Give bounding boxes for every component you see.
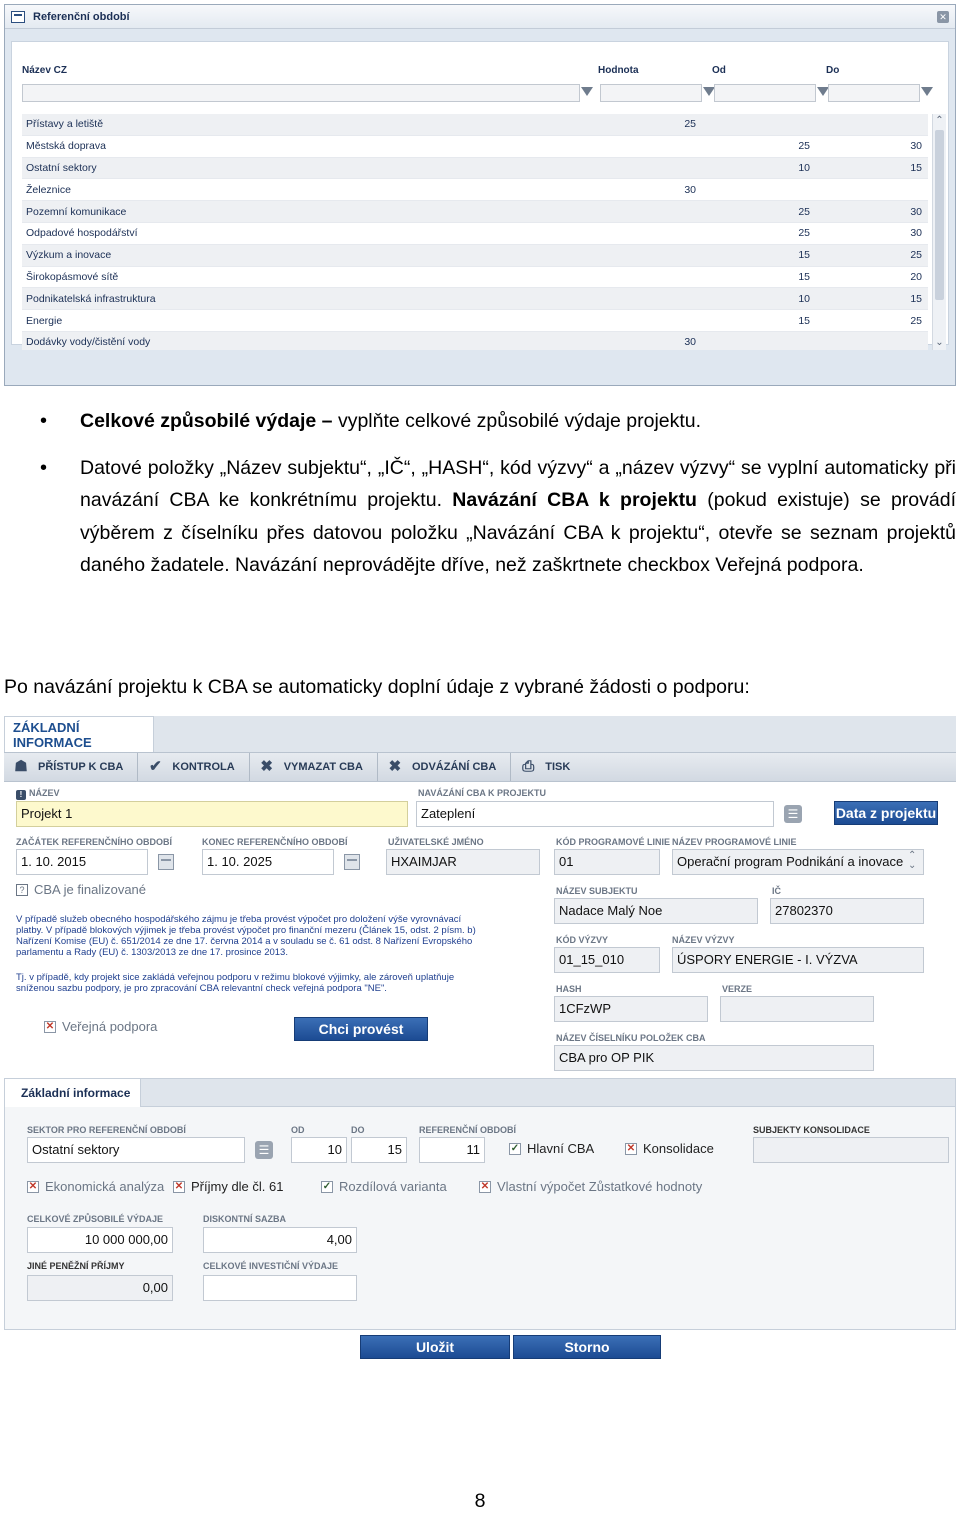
cross-icon: ✕ xyxy=(480,1180,490,1192)
call-code-field: 01_15_010 xyxy=(554,947,660,973)
reference-period-popup xyxy=(4,4,956,386)
checkbox-label: Příjmy dle čl. 61 xyxy=(191,1179,284,1194)
tab-basic-info[interactable]: ZÁKLADNÍ INFORMACE xyxy=(4,716,154,752)
bullet-text: vyplňte celkové způsobilé výdaje projektu. xyxy=(332,410,702,432)
table-cell: Podnikatelská infrastruktura xyxy=(26,292,156,305)
grid-body xyxy=(22,114,928,350)
table-cell: 15 xyxy=(910,292,922,305)
chevron-updown-icon[interactable]: ⌃ ⌄ xyxy=(908,850,917,871)
cross-icon: ✕ xyxy=(174,1180,184,1192)
table-row[interactable] xyxy=(22,136,928,158)
sector-label: SEKTOR PRO REFERENČNÍ OBDOBÍ xyxy=(27,1125,186,1135)
toolbar xyxy=(4,752,956,782)
button-label: ODVÁZÁNÍ CBA xyxy=(411,761,497,773)
table-row[interactable] xyxy=(22,288,928,310)
info-text-1: V případě služeb obecného hospodářského zájmu je třeba provést výpočet pro doložení výše vyrovnávací platby. V případě blokových výjimek je třeba provést výpočet pro finanční mezeru (Článek 15, odst. 2 písm. b) Nařízení Komise (EU) č. 651/2014 ze dne 17. června 2014 a v souladu se č. 61 odst. 8 Nařízení Evropského parlamentu a Rady (EU) č. 1303/2013 ze dne 17. prosince 2013. xyxy=(16,914,476,958)
discount-rate-label: DISKONTNÍ SAZBA xyxy=(203,1214,286,1224)
table-cell: Odpadové hospodářství xyxy=(26,227,138,240)
window-icon xyxy=(11,11,25,23)
table-row[interactable] xyxy=(22,310,928,332)
cross-icon: ✖ xyxy=(260,758,273,775)
discount-rate-field[interactable]: 4,00 xyxy=(203,1227,357,1253)
filter-icon[interactable] xyxy=(921,87,933,96)
total-costs-label: CELKOVÉ ZPŮSOBILÉ VÝDAJE xyxy=(27,1214,164,1224)
checkbox-label: Konsolidace xyxy=(643,1141,714,1156)
table-cell: 15 xyxy=(798,314,810,327)
scroll-up-icon[interactable]: ⌃ xyxy=(935,115,944,126)
cross-icon: ✕ xyxy=(626,1142,636,1154)
investment-costs-field[interactable] xyxy=(203,1275,357,1301)
calendar-icon[interactable] xyxy=(158,854,174,870)
end-date-field[interactable]: 1. 10. 2025 xyxy=(202,849,334,875)
residual-value-checkbox[interactable] xyxy=(479,1179,702,1194)
table-cell: 25 xyxy=(798,140,810,153)
table-cell: Širokopásmové sítě xyxy=(26,270,119,283)
username-label: UŽIVATELSKÉ JMÉNO xyxy=(388,837,484,847)
to-field[interactable]: 15 xyxy=(351,1137,407,1163)
table-row[interactable] xyxy=(22,158,928,180)
bullet-data-items xyxy=(0,452,960,582)
checkmark-icon: ✓ xyxy=(510,1142,520,1154)
save-button[interactable]: Uložit xyxy=(360,1335,510,1359)
table-cell: Výzkum a inovace xyxy=(26,249,112,262)
table-cell: Energie xyxy=(26,314,63,327)
table-row[interactable] xyxy=(22,179,928,201)
grid-header xyxy=(22,62,942,78)
bullet-total-costs xyxy=(0,405,960,438)
tab-basic-information[interactable]: Základní informace xyxy=(5,1079,141,1107)
differential-variant-checkbox[interactable] xyxy=(321,1179,447,1194)
hint-text: CBA je finalizované xyxy=(34,882,147,897)
button-label: TISK xyxy=(545,761,571,773)
request-change-button[interactable]: Chci provést změnu xyxy=(294,1017,428,1041)
username-field: HXAIMJAR xyxy=(386,849,540,875)
bullet-text: Datové položky „Název subjektu“, „IČ“, „HASH“, kód výzvy“ a „název výzvy“ se vyplní automaticky při navázání CBA ke konkrétnímu projektu. xyxy=(80,456,956,511)
filter-icon[interactable] xyxy=(581,87,593,96)
checkbox-label: Hlavní CBA xyxy=(527,1141,595,1156)
table-cell: 30 xyxy=(910,205,922,218)
grid-filters xyxy=(22,82,942,104)
users-icon: ☗ xyxy=(14,758,28,775)
table-row[interactable] xyxy=(22,223,928,245)
cross-icon: ✕ xyxy=(28,1180,38,1192)
economic-analysis-checkbox[interactable] xyxy=(27,1179,164,1194)
button-label: VYMAZAT CBA xyxy=(283,761,363,773)
popup-titlebar xyxy=(5,5,955,29)
line-code-field: 01 xyxy=(554,849,660,875)
subtab-bar xyxy=(5,1079,955,1107)
table-cell: 30 xyxy=(684,183,696,196)
start-label: ZAČÁTEK REFERENČNÍHO OBDOBÍ xyxy=(16,837,173,847)
bullet-list xyxy=(0,405,960,596)
checkbox-label: Rozdílová varianta xyxy=(339,1179,447,1194)
table-row[interactable] xyxy=(22,267,928,289)
checkmark-icon: ✓ xyxy=(322,1180,332,1192)
table-row[interactable] xyxy=(22,114,928,136)
scroll-thumb[interactable] xyxy=(935,130,944,300)
ic-label: IČ xyxy=(772,886,781,896)
data-from-project-button[interactable]: Data z projektu xyxy=(834,801,938,825)
hash-label: HASH xyxy=(556,984,582,994)
basic-info-panel xyxy=(4,1078,956,1330)
version-field xyxy=(720,996,874,1022)
bullet-bold: Navázání CBA k projektu xyxy=(452,489,697,511)
checkbox-label: Ekonomická analýza xyxy=(45,1179,165,1194)
filter-name-input[interactable] xyxy=(22,84,580,102)
table-row[interactable] xyxy=(22,245,928,267)
filter-from-input[interactable] xyxy=(714,84,816,102)
line-name-select[interactable]: Operační program Podnikání a inovace xyxy=(672,849,924,875)
delete-cba-button[interactable] xyxy=(250,753,378,781)
ref-period-field[interactable]: 11 xyxy=(419,1137,485,1163)
line-name-label: NÁZEV PROGRAMOVÉ LINIE xyxy=(672,837,797,847)
to-label: DO xyxy=(351,1125,365,1135)
hash-field: 1CFzWP xyxy=(554,996,708,1022)
codelist-field: CBA pro OP PIK xyxy=(554,1045,874,1071)
table-cell: Přístavy a letiště xyxy=(26,118,104,131)
ref-period-label: REFERENČNÍ OBDOBÍ xyxy=(419,1125,517,1135)
column-from[interactable]: Od xyxy=(712,64,726,76)
table-cell: 30 xyxy=(910,227,922,240)
list-icon[interactable]: ☰ xyxy=(784,805,802,823)
start-date-field[interactable]: 1. 10. 2015 xyxy=(16,849,148,875)
call-name-field: ÚSPORY ENERGIE - I. VÝZVA xyxy=(672,947,924,973)
printer-icon: ⎙ xyxy=(522,758,535,775)
main-cba-checkbox[interactable] xyxy=(509,1141,594,1156)
checkbox-label: Veřejná podpora xyxy=(62,1019,158,1034)
paragraph: Po navázání projektu k CBA se automaticky doplní údaje z vybrané žádosti o podporu: xyxy=(4,676,750,698)
grid-scrollbar[interactable] xyxy=(932,114,946,350)
unlink-cba-button[interactable] xyxy=(378,753,511,781)
investment-costs-label: CELKOVÉ INVESTIČNÍ VÝDAJE xyxy=(203,1261,339,1271)
table-cell: Dodávky vody/čistění vody xyxy=(26,336,151,349)
name-label xyxy=(16,788,60,800)
table-cell: 15 xyxy=(798,249,810,262)
print-button[interactable] xyxy=(511,753,584,781)
other-income-field: 0,00 xyxy=(27,1275,173,1301)
column-to[interactable]: Do xyxy=(826,64,840,76)
call-name-label: NÁZEV VÝZVY xyxy=(672,935,735,945)
table-cell: 10 xyxy=(798,292,810,305)
table-cell: 25 xyxy=(684,118,696,131)
cross-icon: ✖ xyxy=(388,758,402,775)
access-cba-button[interactable] xyxy=(4,753,138,781)
consolidation-checkbox[interactable] xyxy=(625,1141,714,1156)
reference-grid xyxy=(22,62,944,349)
table-row[interactable] xyxy=(22,332,928,350)
subject-name-field: Nadace Malý Noe xyxy=(554,898,758,924)
end-label: KONEC REFERENČNÍHO OBDOBÍ xyxy=(202,837,348,847)
checkmark-icon: ✔ xyxy=(149,758,162,775)
bullet-bold: Celkové způsobilé výdaje – xyxy=(80,410,333,432)
popup-title: Referenční období xyxy=(33,10,130,23)
info-text-2: Tj. v případě, kdy projekt sice zakládá veřejnou podporu v režimu blokové výjimky, ale zároveň uplatňuje sníženou sazbu podpory, je pro zpracování CBA relevantní check veřejná podpora "NE". xyxy=(16,972,455,994)
table-cell: Pozemní komunikace xyxy=(26,205,127,218)
checkbox-label: Vlastní výpočet Zůstatkové hodnoty xyxy=(497,1179,703,1194)
table-cell: Ostatní sektory xyxy=(26,161,97,174)
calendar-icon[interactable] xyxy=(344,854,360,870)
filter-value-input[interactable] xyxy=(600,84,702,102)
table-cell: 20 xyxy=(910,270,922,283)
column-name[interactable]: Název CZ xyxy=(22,64,68,76)
cba-form xyxy=(4,716,956,1366)
link-project-field[interactable]: Zateplení xyxy=(416,801,774,827)
table-cell: 25 xyxy=(910,249,922,262)
button-label: PŘÍSTUP K CBA xyxy=(38,761,124,773)
call-code-label: KÓD VÝZVY xyxy=(556,935,609,945)
column-value[interactable]: Hodnota xyxy=(598,64,639,76)
total-costs-field[interactable]: 10 000 000,00 xyxy=(27,1227,173,1253)
check-button[interactable] xyxy=(138,753,249,781)
link-project-label: NAVÁZÁNÍ CBA K PROJEKTU xyxy=(418,788,547,798)
table-cell: 10 xyxy=(798,161,810,174)
finalized-hint xyxy=(16,882,146,897)
bullet-text: (pokud existuje) se provádí výběrem z číselníku přes datovou položku „Navázání CBA k projektu“, otevře se seznam projektů daného žadatele. Navázání neprovádějte dříve, než zaškrtnete checkbox Veřejná podpora. xyxy=(80,489,956,576)
public-support-checkbox[interactable] xyxy=(44,1019,157,1034)
table-cell: 25 xyxy=(798,205,810,218)
name-field[interactable]: Projekt 1 xyxy=(16,801,408,827)
sector-field[interactable]: Ostatní sektory xyxy=(27,1137,245,1163)
income-art61-checkbox[interactable] xyxy=(173,1179,283,1194)
tab-bar xyxy=(4,716,956,752)
list-icon[interactable]: ☰ xyxy=(255,1141,273,1159)
popup-content xyxy=(11,41,949,349)
other-income-label: JINÉ PENĚŽNÍ PŘÍJMY xyxy=(27,1261,125,1271)
table-cell: Městská doprava xyxy=(26,140,106,153)
label-text: NÁZEV xyxy=(29,788,60,798)
table-row[interactable] xyxy=(22,201,928,223)
cancel-button[interactable]: Storno xyxy=(513,1335,661,1359)
from-label: OD xyxy=(291,1125,305,1135)
table-cell: 30 xyxy=(684,336,696,349)
codelist-label: NÁZEV ČÍSELNÍKU POLOŽEK CBA xyxy=(556,1033,706,1043)
table-cell: 25 xyxy=(910,314,922,327)
button-label: KONTROLA xyxy=(172,761,235,773)
table-cell: Železnice xyxy=(26,183,71,196)
ic-field: 27802370 xyxy=(770,898,924,924)
page-number: 8 xyxy=(474,1490,486,1512)
scroll-down-icon[interactable]: ⌄ xyxy=(935,337,944,348)
table-cell: 15 xyxy=(910,161,922,174)
subject-name-label: NÁZEV SUBJEKTU xyxy=(556,886,638,896)
table-cell: 30 xyxy=(910,140,922,153)
help-icon[interactable]: ? xyxy=(16,884,28,896)
table-cell: 15 xyxy=(798,270,810,283)
table-cell: 25 xyxy=(798,227,810,240)
consolidation-subjects-label: SUBJEKTY KONSOLIDACE xyxy=(753,1125,870,1135)
line-code-label: KÓD PROGRAMOVÉ LINIE xyxy=(556,837,671,847)
required-icon: ! xyxy=(16,790,26,800)
version-label: VERZE xyxy=(722,984,753,994)
filter-to-input[interactable] xyxy=(828,84,920,102)
from-field[interactable]: 10 xyxy=(291,1137,347,1163)
consolidation-subjects-field xyxy=(753,1137,949,1163)
cross-icon: ✕ xyxy=(45,1020,55,1032)
close-icon[interactable]: ✕ xyxy=(937,11,949,23)
